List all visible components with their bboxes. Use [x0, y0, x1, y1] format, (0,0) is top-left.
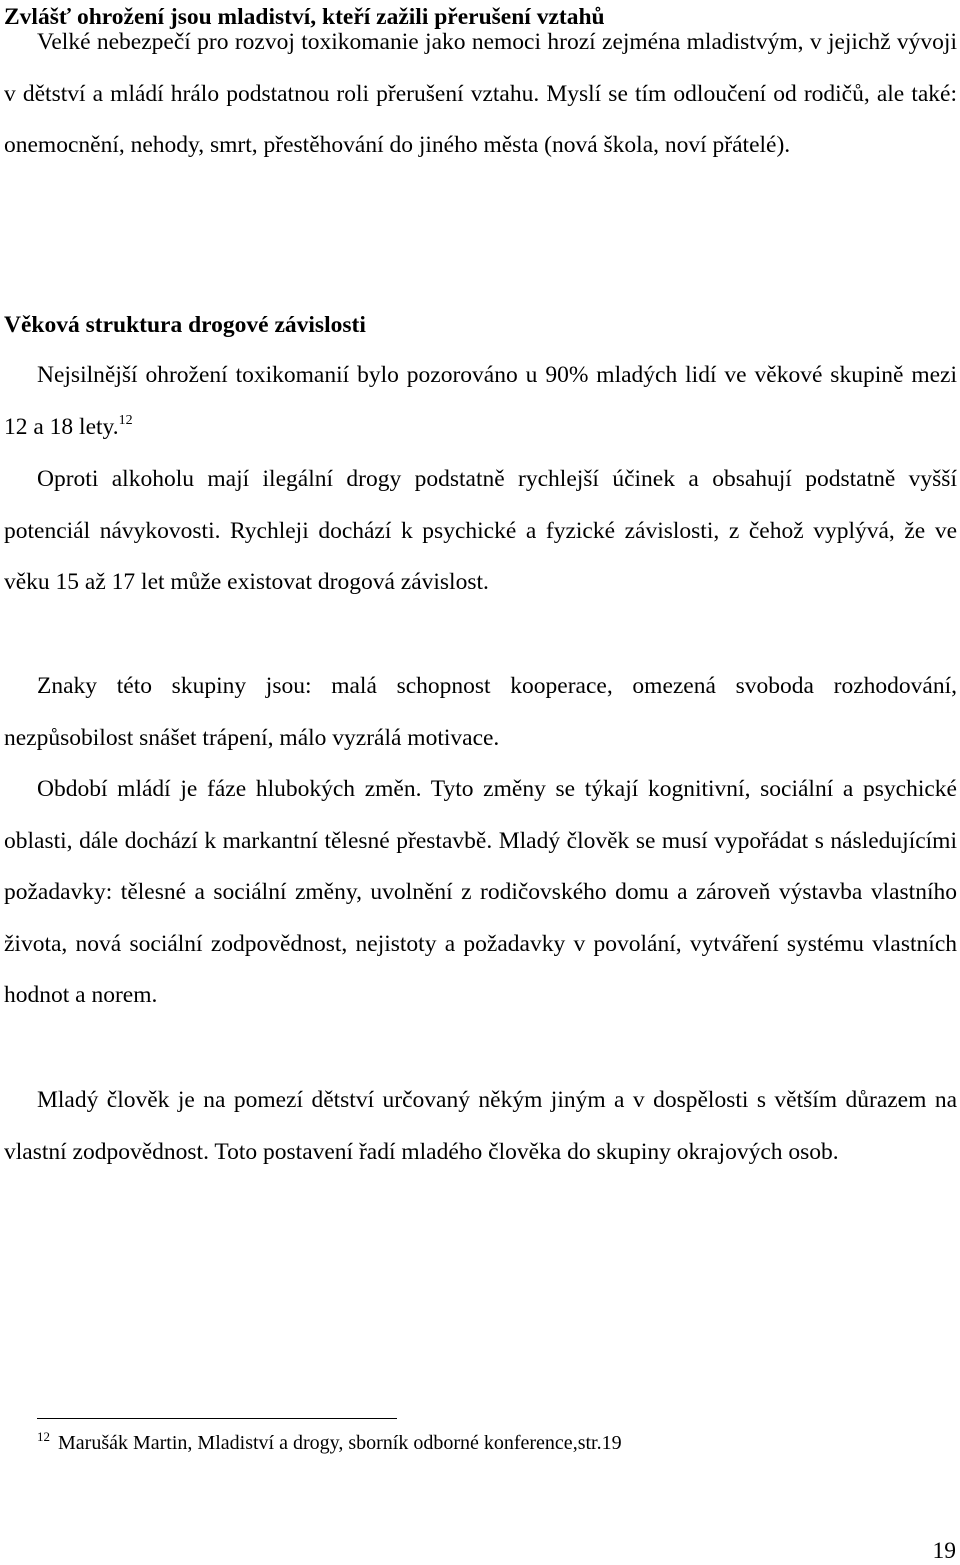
paragraph [4, 350, 957, 453]
section-heading: Věková struktura drogové závislosti [4, 312, 366, 338]
footnote [37, 1429, 622, 1455]
page-number: 19 [932, 1538, 956, 1564]
paragraph: Znaky této skupiny jsou: malá schopnost kooperace, omezená svoboda rozhodování, nezpůsobilost snášet trápení, málo vyzrálá motivace. [4, 673, 957, 751]
footnote-separator [37, 1418, 397, 1419]
section-heading: Zvlášť ohrožení jsou mladiství, kteří zažili přerušení vztahů [4, 4, 605, 30]
footnote-reference: 12 [118, 412, 133, 428]
paragraph-text: Nejsilnější ohrožení toxikomanií bylo pozorováno u 90% mladých lidí ve věkové skupině mezi 12 a 18 lety. [4, 362, 957, 440]
footnote-number: 12 [37, 1429, 50, 1444]
paragraph: Mladý člověk je na pomezí dětství určovaný někým jiným a v dospělosti s větším důrazem na vlastní zodpovědnost. Toto postavení řadí mladého člověka do skupiny okrajových osob. [4, 1087, 957, 1165]
paragraph: Velké nebezpečí pro rozvoj toxikomanie jako nemoci hrozí zejména mladistvým, v jejichž vývoji v dětství a mládí hrálo podstatnou roli přerušení vztahu. Myslí se tím odloučení od rodičů, ale také: onemocnění, nehody, smrt, přestěhování do jiného města (nová škola, noví přátelé). [4, 29, 957, 158]
paragraph: Oproti alkoholu mají ilegální drogy podstatně rychlejší účinek a obsahují podstatně vyšší potenciál návykovosti. Rychleji dochází k psychické a fyzické závislosti, z čehož vyplývá, že ve věku 15 až 17 let může existovat drogová závislost. [4, 466, 957, 595]
paragraph: Období mládí je fáze hlubokých změn. Tyto změny se týkají kognitivní, sociální a psychické oblasti, dále dochází k markantní tělesné přestavbě. Mladý člověk se musí vypořádat s následujícími požadavky: tělesné a sociální změny, uvolnění z rodičovského domu a zároveň výstavba vlastního života, nová sociální zodpovědnost, nejistoty a požadavky v povolání, vytváření systému vlastních hodnot a norem. [4, 776, 957, 1008]
footnote-text: Marušák Martin, Mladiství a drogy, sborník odborné konference,str.19 [58, 1432, 622, 1454]
